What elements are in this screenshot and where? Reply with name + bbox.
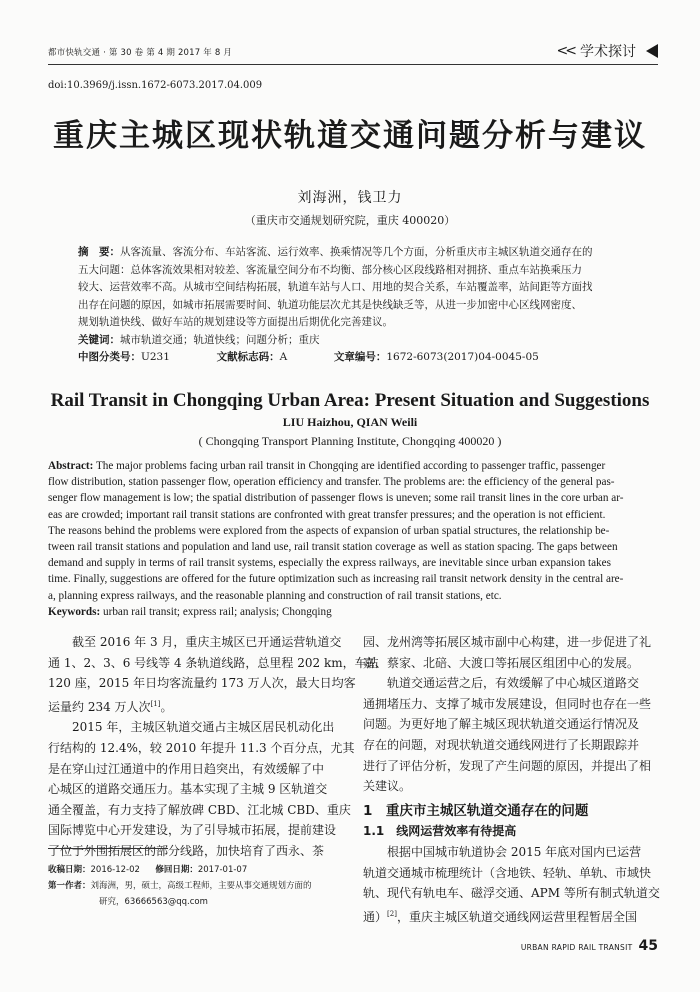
paragraph-line xyxy=(48,694,338,718)
line-text: 2015 年，主城区轨道交通占主城区居民机动化出 xyxy=(72,720,335,735)
paragraph-line xyxy=(48,759,338,780)
abstract-cn-line: 五大问题：总体客流效果相对较差、客流量空间分布不均衡、部分核心区段线路相对拥挤、重点车站换乘压力 xyxy=(78,263,582,276)
header-rule xyxy=(48,64,658,65)
classification-line xyxy=(78,349,630,367)
paragraph-line xyxy=(363,735,659,756)
abstract-en-line: The reasons behind the problems were explored from the aspects of expansion of urban spatial structures, the relationship be- xyxy=(48,524,610,537)
abstract-cn-line: 规划轨道快线、做好车站的规划建设等方面提出后期优化完善建议。 xyxy=(78,316,393,328)
subsection-heading: 1.1 线网运营效率有待提高 xyxy=(363,824,517,839)
first-author-text: 刘海洲，男，硕士，高级工程师，主要从事交通规划方面的 xyxy=(90,881,312,891)
page-footer xyxy=(521,938,658,954)
authors-cn: 刘海洲，钱卫力 xyxy=(297,190,403,206)
paragraph-line xyxy=(48,673,356,694)
paragraph-line xyxy=(48,841,338,862)
dates-line xyxy=(48,862,348,878)
paragraph-line xyxy=(363,883,659,904)
line-text: 行结构的 12.4%，较 2010 年提升 11.3 个百分点，尤其 xyxy=(48,740,355,755)
keywords-cn xyxy=(78,332,630,350)
paragraph-line xyxy=(48,717,338,738)
keywords-en xyxy=(48,604,662,620)
abstract-en-line: tween rail transit stations and population and land use, rail transit station coverage as well as station spacing. The gaps between xyxy=(48,541,618,554)
clc-label: 中图分类号： xyxy=(78,351,141,363)
line-text: 通 1、2、3、6 号线等 4 条轨道线路，总里程 202 km，车站 xyxy=(48,655,379,670)
authors-en: LIU Haizhou, QIAN Weili xyxy=(282,415,418,429)
paragraph-line xyxy=(363,863,659,884)
abstract-cn-line: 较大、运营效率不高。从城市空间结构拓展，轨道车站与人口、用地的契合关系，车站覆盖率，站间距等方面找 xyxy=(78,281,593,293)
citation-ref[interactable]: [2] xyxy=(387,909,397,918)
received-date: 2016-12-02 xyxy=(90,865,140,875)
paragraph-line xyxy=(48,779,338,800)
paragraph-line xyxy=(48,820,338,841)
keywords-cn-label: 关键词： xyxy=(78,333,120,346)
title-cn: 重庆主城区现状轨道交通问题分析与建议 xyxy=(53,118,647,154)
abstract-en-label: Abstract: xyxy=(48,460,94,472)
footnote xyxy=(48,862,348,910)
paragraph-line xyxy=(363,842,659,863)
line-text: 存在的问题，对现状轨道交通线网进行了长期跟踪并 xyxy=(363,737,640,752)
abstract-en-line: flow distribution, station passenger flow, operation efficiency and transfer. The problems are: the efficiency of the general pas- xyxy=(48,476,615,489)
abstract-en-line: a, planning express railways, and the reasonable planning and construction of rail transit stations, etc. xyxy=(48,589,502,602)
author-note-cont: 研究，63666563@qq.com xyxy=(99,897,208,907)
line-text: 了位于外围拓展区的部分线路，加快培育了西永、茶 xyxy=(48,843,325,858)
line-text-tail: 。 xyxy=(160,699,173,714)
paragraph-line xyxy=(363,694,659,715)
body-column-left xyxy=(48,632,379,862)
abstract-cn-line: 出存在问题的原因，如城市拓展需要时间、轨道功能层次尤其是快线缺乏等，从进一步加密中心区线网密度、 xyxy=(78,298,582,311)
paragraph-line xyxy=(363,714,659,735)
running-header xyxy=(48,41,658,63)
paragraph-line xyxy=(48,653,379,674)
line-text: 通） xyxy=(363,909,388,924)
section-heading: 1 重庆市主城区轨道交通存在的问题 xyxy=(363,802,589,819)
line-text-tail: ，重庆主城区轨道交通线网运营里程暂居全国 xyxy=(396,909,637,924)
abstract-cn-label: 摘 要： xyxy=(78,246,120,258)
keywords-en-label: Keywords: xyxy=(48,605,101,618)
doi: doi:10.3969/j.issn.1672-6073.2017.04.009 xyxy=(48,80,263,91)
article-no-label: 文章编号： xyxy=(333,351,387,363)
paragraph-line xyxy=(363,653,659,674)
body-column-right xyxy=(363,632,659,927)
line-text: 通全覆盖，有力支持了解放碑 CBD、江北城 CBD、重庆 xyxy=(48,802,351,817)
paragraph-line xyxy=(363,756,659,777)
citation-ref[interactable]: [1] xyxy=(150,699,161,708)
journal-name-en: URBAN RAPID RAIL TRANSIT xyxy=(520,943,633,952)
abstract-en-text: The major problems facing urban rail transit in Chongqing are identified according to passenger traffic, passenger xyxy=(93,460,606,472)
paragraph-line xyxy=(48,800,351,821)
abstract-en-line: senger flow management is low; the spatial distribution of passenger flows is uneven; some rail transit lines in the core urban ar- xyxy=(48,492,624,505)
paragraph-line xyxy=(363,632,659,653)
paragraph-line xyxy=(48,738,355,759)
paragraph-line xyxy=(363,673,659,694)
affiliation-cn: （重庆市交通规划研究院，重庆 400020） xyxy=(244,214,456,227)
abstract-cn-first-line xyxy=(78,244,630,262)
journal-info: 都市快轨交通 · 第 30 卷 第 4 期 2017 年 8 月 xyxy=(48,48,233,58)
title-en: Rail Transit in Chongqing Urban Area: Present Situation and Suggestions xyxy=(50,390,650,411)
received-label: 收稿日期： xyxy=(48,865,91,875)
revised-date: 2017-01-07 xyxy=(197,865,248,875)
abstract-cn xyxy=(78,244,630,367)
abstract-en-first-line xyxy=(48,458,662,474)
line-text: 园、龙州湾等拓展区城市副中心构建，进一步促进了礼 xyxy=(363,635,652,649)
affiliation-en: ( Chongqing Transport Planning Institute, Chongqing 400020 ) xyxy=(198,434,502,448)
line-text: 运量约 234 万人次 xyxy=(48,699,151,714)
line-text: 120 座，2015 年日均客流量约 173 万人次，最大日均客 xyxy=(48,676,356,691)
author-note xyxy=(48,878,348,894)
line-text: 问题。为更好地了解主城区现状轨道交通运行情况及 xyxy=(363,717,640,732)
revised-label: 修回日期： xyxy=(155,865,198,875)
section-label-group xyxy=(557,41,658,61)
line-text: 是在穿山过江通道中的作用日趋突出，有效缓解了中 xyxy=(48,761,325,776)
line-text: 轨道交通城市梳理统计（含地铁、轻轨、单轨、市域快 xyxy=(363,865,652,880)
keywords-en-text: urban rail transit; express rail; analysis; Chongqing xyxy=(100,605,332,618)
abstract-en xyxy=(48,458,662,620)
line-text: 国际博览中心开发建设，为了引导城市拓展，提前建设 xyxy=(48,823,337,838)
line-text: 轨道交通运营之后，有效缓解了中心城区道路交 xyxy=(387,676,640,691)
line-text: 进行了评估分析，发现了产生问题的原因，并提出了相 xyxy=(363,758,652,773)
clc-value: U231 xyxy=(141,351,170,363)
paragraph-line xyxy=(48,632,342,653)
paragraph-line xyxy=(363,776,659,797)
abstract-en-line: eas are crowded; important rail transit stations are confronted with great transfer pressures; and the operation is not efficient. xyxy=(48,508,606,521)
line-text: 截至 2016 年 3 月，重庆主城区已开通运营轨道交 xyxy=(72,635,342,649)
footnote-rule xyxy=(48,848,168,849)
line-text: 嘉、蔡家、北碚、大渡口等拓展区组团中心的发展。 xyxy=(363,655,640,670)
line-text: 轨、现代有轨电车、磁浮交通、APM 等所有制式轨道交 xyxy=(363,886,660,901)
doc-code-label: 文献标志码： xyxy=(216,351,280,363)
page-number: 45 xyxy=(638,938,658,954)
line-text: 心城区的道路交通压力。基本实现了主城 9 区轨道交 xyxy=(48,782,328,797)
abstract-cn-text: 从客流量、客流分布、车站客流、运行效率、换乘情况等几个方面，分析重庆市主城区轨道交通存在的 xyxy=(120,246,593,258)
line-text: 通拥堵压力、支撑了城市发展建设，但同时也存在一些 xyxy=(363,696,652,711)
article-no-value: 1672-6073(2017)04-0045-05 xyxy=(386,351,539,363)
first-author-label: 第一作者： xyxy=(48,881,91,891)
abstract-en-line: demand and supply in terms of rail transit systems, especially the express railways, are inevitable since urban expansion takes xyxy=(48,557,611,570)
line-text: 根据中国城市轨道协会 2015 年底对国内已运营 xyxy=(387,844,642,859)
double-chevron-left-icon: << xyxy=(556,43,574,59)
paragraph-line xyxy=(363,904,659,928)
triangle-left-icon xyxy=(646,44,658,58)
section-label: 学术探讨 xyxy=(580,44,636,60)
keywords-cn-text: 城市轨道交通；轨道快线；问题分析；重庆 xyxy=(120,333,320,346)
doc-code-value: A xyxy=(279,351,288,363)
line-text: 关建议。 xyxy=(363,779,412,794)
abstract-en-line: time. Finally, suggestions are offered for the future optimization such as increasing rail transit network density in the central are- xyxy=(48,573,624,586)
